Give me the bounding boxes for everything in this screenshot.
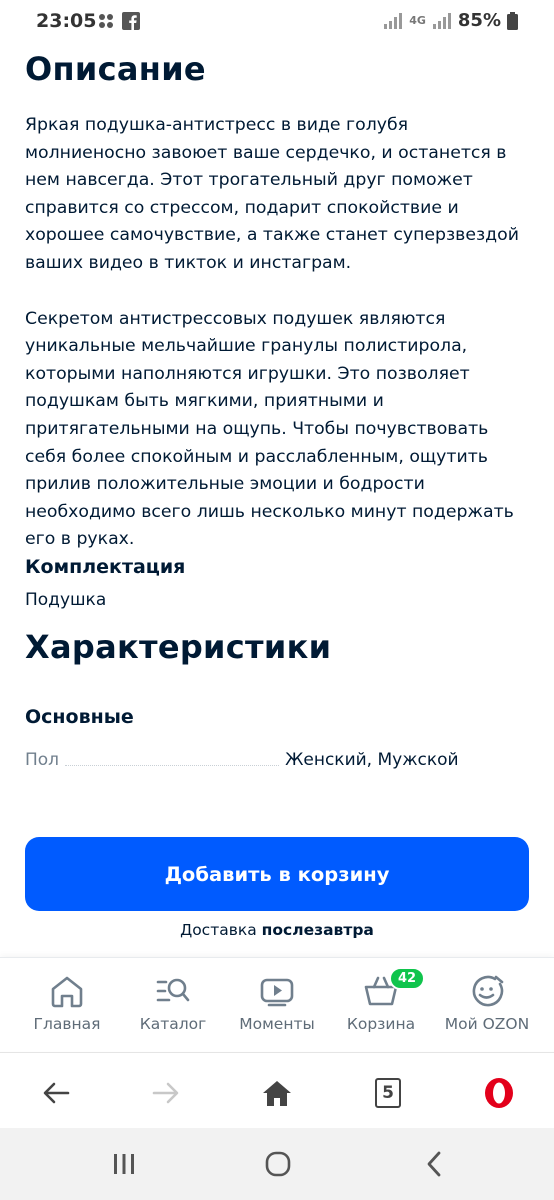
characteristic-label: Пол [25,749,60,770]
tab-label: Главная [33,1015,101,1033]
cart-count-badge: 42 [389,967,425,990]
arrow-left-icon [42,1081,70,1105]
description-title: Описание [25,50,206,88]
home-button[interactable] [257,1073,297,1113]
tab-label: Корзина [346,1015,416,1033]
kit-value: Подушка [25,589,107,610]
moments-play-icon [259,974,295,1008]
bottom-tab-bar [0,957,554,1051]
tab-moments[interactable] [222,958,332,1052]
tab-label: Моменты [239,1015,315,1033]
tab-cart[interactable] [326,958,436,1052]
tabs-count: 5 [375,1078,401,1108]
characteristics-group-title: Основные [25,705,134,728]
delivery-info [0,921,554,939]
add-to-cart-button[interactable] [25,837,529,911]
tabs-button[interactable] [368,1073,408,1113]
chevron-left-icon [424,1151,444,1177]
arrow-right-icon [152,1081,180,1105]
opera-logo-icon [483,1077,515,1109]
kit-title: Комплектация [25,555,186,578]
add-to-cart-label: Добавить в корзину [164,862,390,886]
battery-icon [507,12,518,30]
signal-icon-2 [432,13,452,29]
status-bar [0,0,554,44]
recent-apps-icon [111,1152,137,1176]
tab-label: Мой OZON [444,1015,530,1033]
back-nav-button[interactable] [414,1148,454,1180]
smiley-profile-icon [469,974,505,1008]
home-icon [49,974,85,1008]
dotted-leader [65,765,279,766]
product-details [25,44,530,770]
tab-my-ozon[interactable] [432,958,542,1052]
characteristic-value: Женский, Мужской [285,749,459,770]
home-circle-icon [264,1150,292,1178]
browser-toolbar [0,1052,554,1128]
tab-label: Каталог [139,1015,207,1033]
description-paragraph-1: Яркая подушка-антистресс в виде голубя молниеносно завоюет ваше сердечко, и останется в нем навсегда. Этот трогательный друг поможет справится со стрессом, подарит спокойствие и хорошее самочувствие, а также станет суперзвездой ваших видео в тикток и инстаграм. [25,115,519,273]
delivery-when: послезавтра [261,921,374,939]
tab-home[interactable] [12,958,122,1052]
notification-dots-icon [98,13,114,29]
status-time: 23:05 [36,10,97,32]
recent-apps-button[interactable] [104,1148,144,1180]
facebook-icon [122,12,140,30]
opera-menu-button[interactable] [479,1073,519,1113]
catalog-search-icon [155,974,191,1008]
system-nav-bar [0,1128,554,1200]
back-button[interactable] [36,1073,76,1113]
network-type: 4G [409,14,426,27]
forward-button[interactable] [146,1073,186,1113]
browser-home-icon [262,1079,292,1107]
home-nav-button[interactable] [258,1148,298,1180]
delivery-prefix: Доставка [180,921,257,939]
signal-icon [383,13,403,29]
description-paragraph-2: Секретом антистрессовых подушек являются уникальные мельчайшие гранулы полистирола, которыми наполняются игрушки. Это позволяет подушкам быть мягкими, приятными и притягательными на ощупь. Чтобы почувствовать себя более спокойным и расслабленным, ощутить прилив положительные эмоции и бодрости необходимо всего лишь несколько минут подержать его в руках. [25,308,514,550]
characteristic-row [25,750,530,770]
characteristics-title: Характеристики [25,627,332,666]
tab-catalog[interactable] [118,958,228,1052]
battery-percent: 85% [457,10,501,31]
